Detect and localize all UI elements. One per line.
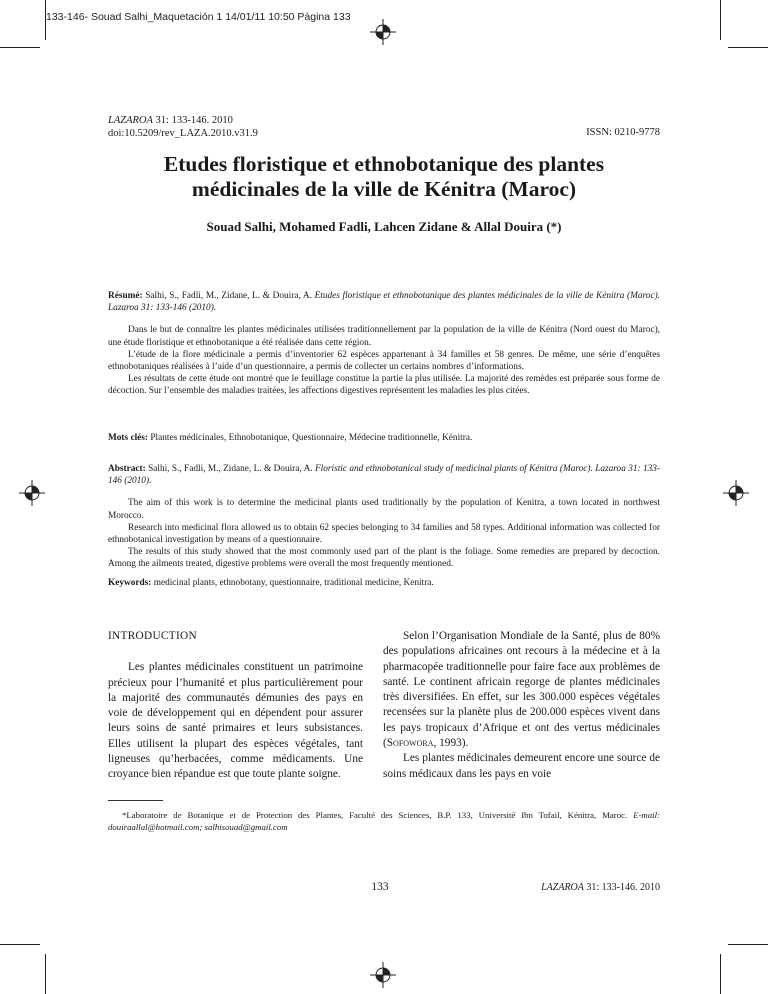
abstract-label: Abstract:: [108, 464, 146, 474]
registration-mark-top-icon: [370, 19, 396, 45]
resume-block: [108, 290, 660, 398]
section-heading: INTRODUCTION: [108, 630, 197, 642]
keywords-label: Keywords:: [108, 578, 152, 588]
page-number: 133: [371, 881, 389, 893]
left-column: [108, 629, 363, 783]
abstract-paragraph: The aim of this work is to determine the medicinal plants used traditionally by the population of Kenitra, a town located in northwest Morocco.: [108, 498, 660, 521]
abstract-paragraph: Research into medicinal flora allowed us to obtain 62 species belonging to 34 families and 58 types. Additional information was collected for ethnobotanical investigation by means of a questionnaire.: [108, 522, 660, 546]
resume-paragraph: Dans le but de connaître les plantes médicinales utilisées traditionnellement par la population de la ville de Kénitra (Nord ouest du Maroc), une étude floristique et ethnobotanique a été réalisée dans cette région.: [108, 325, 660, 348]
crop-mark-bottom-left-h: [0, 944, 40, 945]
registration-mark-right-icon: [723, 480, 749, 506]
journal-volume: 31: 133-146. 2010: [152, 115, 233, 126]
resume-paragraph: Les résultats de cette étude ont montré que le feuillage constitue la partie la plus utilisée. La majorité des remèdes est préparée sous forme de décoction. Sur l’ensemble des maladies traitées, les affections digestives représentent les maladies les plus citées.: [108, 374, 660, 397]
journal-name: LAZAROA: [108, 115, 153, 126]
right-column: [383, 629, 660, 782]
crop-mark-top-left-v: [45, 0, 46, 40]
journal-citation: [108, 114, 258, 127]
print-slug: 133-146- Souad Salhi_Maquetación 1 14/01/11 10:50 Página 133: [46, 11, 351, 23]
crop-mark-top-right-h: [728, 47, 768, 48]
footnote: *Laboratoire de Botanique et de Protection des Plantes, Faculté des Sciences, B.P. 133, Université Ibn Tofail, Kénitra, Maroc. E-mail: douiraallal@hotmail.com; salhisouad@gmail.com: [108, 810, 660, 833]
body-paragraph: Les plantes médicinales demeurent encore une source de soins médicaux dans les pays en voie: [383, 752, 660, 780]
abstract-paragraph: The results of this study showed that the most commonly used part of the plant is the foliage. Some remedies are prepared by decoction. Among the ailments treated, digestive problems were overall the most frequently mentioned.: [108, 547, 660, 570]
crop-mark-bottom-left-v: [45, 954, 46, 994]
doi: doi:10.5209/rev_LAZA.2010.v31.9: [108, 128, 258, 139]
footer-journal-name: LAZAROA: [541, 882, 584, 893]
mots-cles-label: Mots clés:: [108, 433, 149, 443]
issn: ISSN: 0210-9778: [586, 127, 660, 138]
journal-header: [108, 114, 258, 140]
registration-mark-left-icon: [19, 480, 45, 506]
footnote-email: E-mail: douiraallal@hotmail.com; salhisouad@gmail.com: [108, 810, 660, 833]
resume-citation: Résumé: Salhi, S., Fadli, M., Zidane, L. & Douira, A. Etudes floristique et ethnobotanique des plantes médicinales de la ville de Kénitra (Maroc). Lazaroa 31: 133-146 (2010).: [108, 291, 661, 314]
resume-paragraph: L’étude de la flore médicinale a permis d’inventorier 62 espèces appartenant à 34 familles et 58 genres. De même, une série d’enquêtes ethnobotaniques réalisées à l’aide d’un questionnaire, a permis de collecter un certains nombres d’informations.: [108, 349, 660, 373]
body-paragraph: Les plantes médicinales constituent un patrimoine précieux pour l’humanité et plus particulièrement pour la majorité des communautés démunies des pays en voie de développement qui en dépendent pour assurer leurs soins de santé primaires et leurs subsistances. Elles utilisent la plupart des espèces végétales, tant ligneuses qu’herbacées, comme médicaments. Une croyance bien répandue est que toute plante soigne.: [108, 661, 363, 781]
crop-mark-top-left-h: [0, 47, 40, 48]
footnote-rule: [108, 800, 163, 801]
crop-mark-top-right-v: [720, 0, 721, 40]
paper-title: Etudes floristique et ethnobotanique des plantes médicinales de la ville de Kénitra (Maroc): [163, 152, 605, 201]
authors: Souad Salhi, Mohamed Fadli, Lahcen Zidane & Allal Douira (*): [206, 219, 562, 234]
crop-mark-bottom-right-v: [720, 954, 721, 994]
citation-author: Sofowora: [386, 737, 434, 750]
abstract-block: [108, 463, 660, 571]
crop-mark-bottom-right-h: [728, 944, 768, 945]
mots-cles: [108, 432, 660, 444]
body-paragraph: Selon l’Organisation Mondiale de la Santé, plus de 80% des populations africaines ont recours à la médecine et à la pharmacopée traditionnelle pour faire face aux problèmes de santé. Le continent africain regorge de plantes médicinales très diversifiées. En effet, sur les 300.000 espèces végétales recensées sur la planète plus de 200.000 espèces vivent dans les pays tropicaux d’Afrique et ont des vertus médicinales (Sofowora, 1993).: [383, 630, 660, 750]
mots-cles-text: Plantes médicinales, Ethnobotanique, Questionnaire, Médecine traditionnelle, Kénitra.: [148, 433, 473, 443]
registration-mark-bottom-icon: [370, 962, 396, 988]
resume-label: Résumé:: [108, 291, 143, 301]
keywords: [108, 577, 660, 589]
running-footer: LAZAROA 31: 133-146. 2010: [541, 882, 660, 893]
keywords-text: medicinal plants, ethnobotany, questionnaire, traditional medicine, Kenitra.: [151, 578, 434, 588]
abstract-citation: Abstract: Salhi, S., Fadli, M., Zidane, L. & Douira, A. Floristic and ethnobotanical study of medicinal plants of Kénitra (Maroc). Lazaroa 31: 133-146 (2010).: [108, 464, 661, 487]
